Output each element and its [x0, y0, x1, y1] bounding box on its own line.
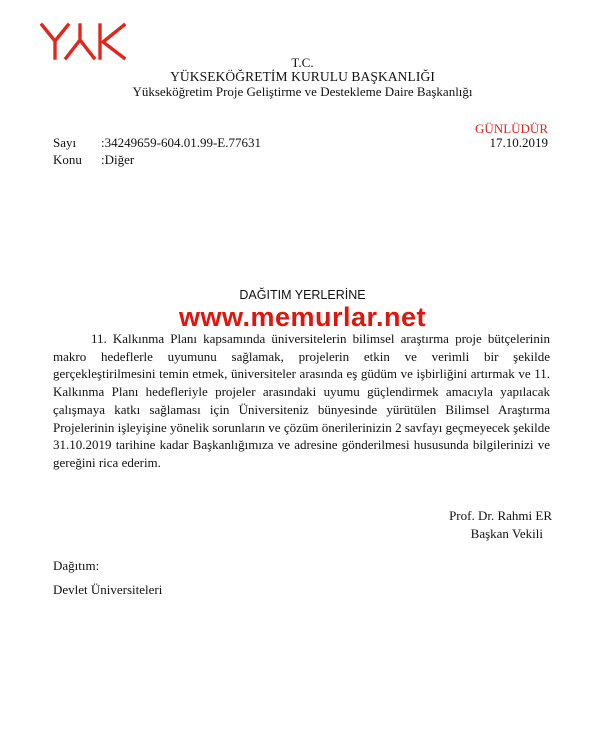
body-paragraph: 11. Kalkınma Planı kapsamında üniversitelerin bilimsel araştırma proje bütçelerinin makro hedeflerle uyumunu sağlamak, projelerin etkin ve verimli bir şekilde gerçekleştirilmesini temin etmek, üniversiteler arasında eş güdüm ve işbirliğini artırmak ve 11. Kalkınma Planı hedefleriyle projeler arasındaki uyumu güçlendirmek amacıyla yapılacak çalışmaya katkı sağlaması için Üniversiteniz bünyesinde yürütülen Bilimsel Araştırma Projelerinin işleyişine yönelik sorunların ve çözüm önerilerinizin 2 savfayı geçmeyecek şekilde 31.10.2019 tarihine kadar Başkanlığımıza ve adresine gönderilmesi hususunda bilgilerinizi ve gereğini rica ederim.	[53, 331, 550, 470]
konu-label: Konu	[53, 152, 82, 167]
konu-value: :Diğer	[101, 152, 135, 167]
header-institution: YÜKSEKÖĞRETİM KURULU BAŞKANLIĞI	[170, 69, 435, 84]
distribution-label: Dağıtım:	[53, 558, 100, 573]
sayi-value: :34249659-604.01.99-E.77631	[101, 135, 261, 150]
addressee: DAĞITIM YERLERİNE	[239, 288, 366, 302]
header-tc: T.C.	[291, 55, 314, 70]
signatory-name: Prof. Dr. Rahmi ER	[449, 508, 552, 523]
sayi-label: Sayı	[53, 135, 77, 150]
document-date: 17.10.2019	[489, 135, 548, 150]
watermark: www.memurlar.net	[178, 302, 427, 332]
header-department: Yükseköğretim Proje Geliştirme ve Destekleme Daire Başkanlığı	[132, 84, 473, 99]
urgency-label: GÜNLÜDÜR	[475, 121, 548, 136]
distribution-value: Devlet Üniversiteleri	[53, 582, 163, 597]
signatory-title: Başkan Vekili	[470, 526, 543, 541]
